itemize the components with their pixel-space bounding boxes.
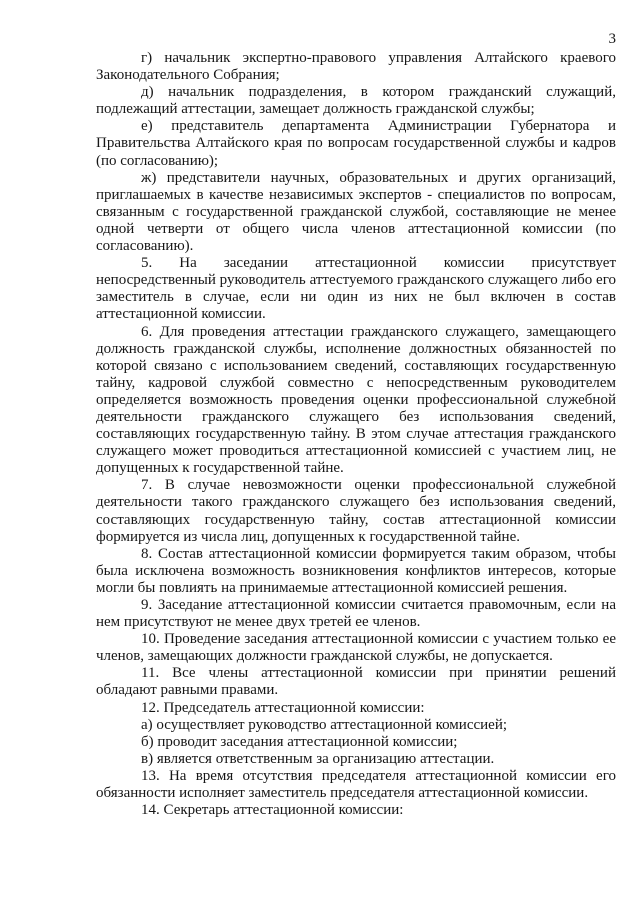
paragraph-12-a: а) осуществляет руководство аттестационной комиссией; xyxy=(141,716,508,733)
paragraph-12: 12. Председатель аттестационной комиссии: xyxy=(141,699,425,716)
document-body xyxy=(96,50,616,819)
paragraph-10: 10. Проведение заседания аттестационной комиссии с участием только ее членов, замещающих должности гражданской службы, не допускается. xyxy=(96,631,616,665)
paragraph-11: 11. Все члены аттестационной комиссии при принятии решений обладают равными правами. xyxy=(96,665,616,699)
paragraph-14: 14. Секретарь аттестационной комиссии: xyxy=(141,802,404,819)
paragraph-7: 7. В случае невозможности оценки профессиональной служебной деятельности такого гражданского служащего без использования сведений, составляющих государственную тайну, состав аттестационной комиссии формируется из числа лиц, допущенных к государственной тайне. xyxy=(96,477,616,545)
paragraph-12-b: б) проводит заседания аттестационной комиссии; xyxy=(141,733,458,750)
paragraph-13: 13. На время отсутствия председателя аттестационной комиссии его обязанности исполняет заместитель председателя аттестационной комиссии. xyxy=(96,767,616,802)
paragraph-5: 5. На заседании аттестационной комиссии присутствует непосредственный руководитель аттестуемого гражданского служащего либо его заместитель в случае, если ни один из них не был включен в состав аттестационной комиссии. xyxy=(96,255,616,323)
paragraph-item-d: д) начальник подразделения, в котором гражданский служащий, подлежащий аттестации, замещает должность гражданской службы; xyxy=(96,84,616,118)
paragraph-12-v: в) является ответственным за организацию аттестации. xyxy=(141,750,495,767)
paragraph-6: 6. Для проведения аттестации гражданского служащего, замещающего должность гражданской службы, исполнение должностных обязанностей по которой связано с использованием сведений, составляющих государственную тайну, кадровой службой совместно с непосредственным руководителем определяется возможность проведения оценки профессиональной служебной деятельности гражданского служащего без использования сведений, составляющих государственную тайну. В этом случае аттестация гражданского служащего может проводиться аттестационной комиссией с участием лиц, не допущенных к государственной тайне. xyxy=(96,323,616,477)
paragraph-item-g: г) начальник экспертно-правового управления Алтайского краевого Законодательного Собрания; xyxy=(96,50,616,84)
paragraph-8: 8. Состав аттестационной комиссии формируется таким образом, чтобы была исключена возможность возникновения конфликтов интересов, которые могли бы повлиять на принимаемые аттестационной комиссией решения. xyxy=(96,545,616,596)
paragraph-item-zh: ж) представители научных, образовательных и других организаций, приглашаемых в качестве независимых экспертов - специалистов по вопросам, связанным с государственной гражданской службой, составляющие не менее одной четверти от общего числа членов аттестационной комиссии (по согласованию). xyxy=(96,169,616,255)
paragraph-9: 9. Заседание аттестационной комиссии считается правомочным, если на нем присутствуют не менее двух третей ее членов. xyxy=(96,597,616,631)
page-number: 3 xyxy=(608,31,616,47)
paragraph-item-e: е) представитель департамента Администрации Губернатора и Правительства Алтайского края по вопросам государственной службы и кадров (по согласованию); xyxy=(96,118,616,169)
